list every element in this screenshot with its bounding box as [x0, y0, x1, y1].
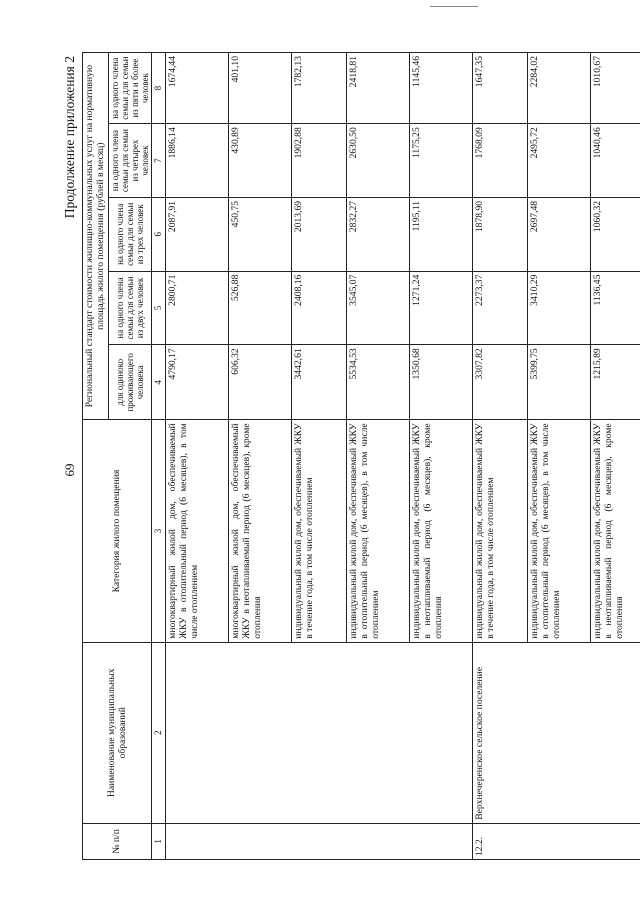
- value-cell: 1886,14: [165, 124, 228, 198]
- value-cell: 430,89: [228, 124, 291, 198]
- row-number: 12.2.: [472, 823, 640, 859]
- value-cell: 1271,24: [409, 271, 472, 345]
- value-cell: 450,75: [228, 197, 291, 271]
- header-family-of-two: на одного члена семьи для семьи из двух человек: [108, 271, 151, 345]
- value-cell: 401,10: [228, 53, 291, 124]
- value-cell: 2832,27: [346, 197, 409, 271]
- header-family-of-three: на одного члена семьи для семьи из трех человек: [108, 197, 151, 271]
- value-cell: 1674,44: [165, 53, 228, 124]
- column-index: 8: [151, 53, 165, 124]
- column-index: 5: [151, 271, 165, 345]
- page-number: 69: [62, 463, 77, 477]
- value-cell: 2495,72: [527, 124, 590, 198]
- appendix-title: Продолжение приложения 2: [62, 56, 77, 219]
- column-index: 4: [151, 345, 165, 420]
- value-cell: 2087,91: [165, 197, 228, 271]
- table-row: [165, 53, 228, 860]
- housing-category: индивидуальный жилой дом, обеспечиваемый ЖКУ в отопительный период (6 месяцев), в том числе отоплением: [346, 420, 409, 642]
- housing-category: индивидуальный жилой дом, обеспечиваемый ЖКУ в течение года, в том числе отоплением: [291, 420, 346, 642]
- column-index: 3: [151, 420, 165, 642]
- row-number: [165, 823, 472, 859]
- value-cell: 2013,69: [291, 197, 346, 271]
- value-cell: 2273,37: [472, 271, 527, 345]
- header-family-of-four: на одного члена семьи для семьи из четырех человек: [108, 124, 151, 198]
- column-index: 1: [151, 823, 165, 859]
- housing-cost-standard-table: [82, 52, 640, 860]
- header-family-of-five-plus: на одного члена семьи для семьи из пяти и более человек: [108, 53, 151, 124]
- value-cell: 5534,53: [346, 345, 409, 420]
- value-cell: 606,32: [228, 345, 291, 420]
- value-cell: 2697,48: [527, 197, 590, 271]
- housing-category: индивидуальный жилой дом, обеспечиваемый ЖКУ в неотапливаемый период (6 месяцев), кроме отопления: [409, 420, 472, 642]
- value-cell: 3545,07: [346, 271, 409, 345]
- municipality-name: [165, 642, 472, 823]
- value-cell: 3410,29: [527, 271, 590, 345]
- value-cell: 1040,46: [590, 124, 640, 198]
- value-cell: 1010,67: [590, 53, 640, 124]
- housing-category: многоквартирный жилой дом, обеспечиваемый ЖКУ в отопительный период (6 месяцев), в том числе отоплением: [165, 420, 228, 642]
- housing-category: многоквартирный жилой дом, обеспечиваемый ЖКУ в неотапливаемый период (6 месяцев), кроме отопления: [228, 420, 291, 642]
- value-cell: 3442,61: [291, 345, 346, 420]
- value-cell: 2284,02: [527, 53, 590, 124]
- header-standard: Региональный стандарт стоимости жилищно-коммунальных услуг на нормативную площадь жилого помещения (рублей в месяц): [83, 53, 109, 420]
- value-cell: 1136,45: [590, 271, 640, 345]
- value-cell: 1902,88: [291, 124, 346, 198]
- value-cell: 1175,25: [409, 124, 472, 198]
- value-cell: 5399,75: [527, 345, 590, 420]
- value-cell: 2408,16: [291, 271, 346, 345]
- value-cell: 2800,71: [165, 271, 228, 345]
- rotated-page-content: [58, 50, 626, 860]
- header-municipality: Наименование муниципальных образований: [83, 642, 152, 823]
- housing-category: индивидуальный жилой дом, обеспечиваемый ЖКУ в неотапливаемый период (6 месяцев), кроме отопления: [590, 420, 640, 642]
- value-cell: 2418,81: [346, 53, 409, 124]
- scan-edge-mark: [430, 6, 478, 8]
- table-row: [472, 53, 527, 860]
- value-cell: 4790,17: [165, 345, 228, 420]
- value-cell: 1647,35: [472, 53, 527, 124]
- header-single-person: для одиноко проживающего человека: [108, 345, 151, 420]
- column-index: 7: [151, 124, 165, 198]
- value-cell: 2630,50: [346, 124, 409, 198]
- value-cell: 1768,09: [472, 124, 527, 198]
- value-cell: 3307,82: [472, 345, 527, 420]
- housing-category: индивидуальный жилой дом, обеспечиваемый ЖКУ в течение года, в том числе отоплением: [472, 420, 527, 642]
- value-cell: 1878,90: [472, 197, 527, 271]
- column-index: 6: [151, 197, 165, 271]
- value-cell: 526,88: [228, 271, 291, 345]
- value-cell: 1195,11: [409, 197, 472, 271]
- municipality-name: Верхнечеренское сельское поселение: [472, 642, 640, 823]
- column-index: 2: [151, 642, 165, 823]
- value-cell: 1350,68: [409, 345, 472, 420]
- value-cell: 1145,46: [409, 53, 472, 124]
- value-cell: 1060,32: [590, 197, 640, 271]
- header-number: № п/п: [83, 823, 152, 859]
- housing-category: индивидуальный жилой дом, обеспечиваемый ЖКУ в отопительный период (6 месяцев), в том числе отоплением: [527, 420, 590, 642]
- value-cell: 1782,13: [291, 53, 346, 124]
- header-category: Категория жилого помещения: [83, 420, 152, 642]
- value-cell: 1215,89: [590, 345, 640, 420]
